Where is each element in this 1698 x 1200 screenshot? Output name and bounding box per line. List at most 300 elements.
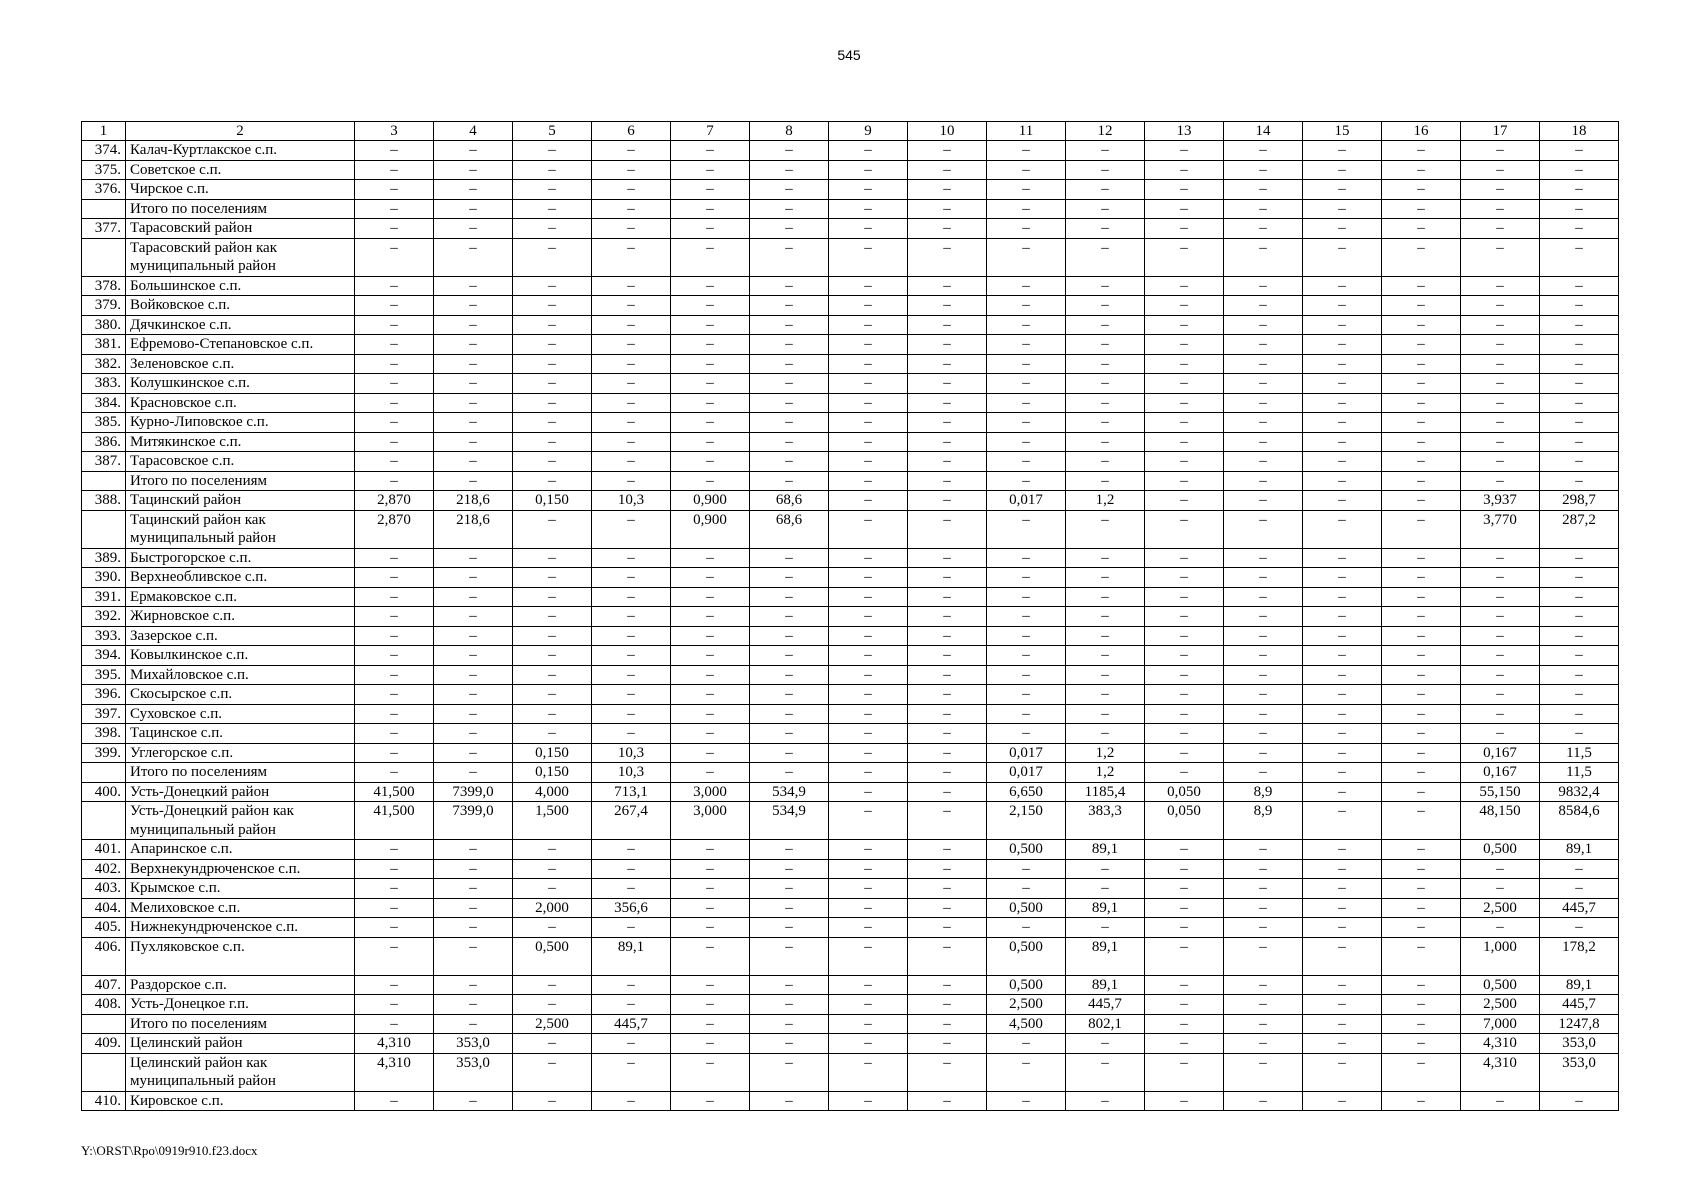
table-cell: –: [434, 607, 513, 627]
table-cell: –: [1382, 471, 1461, 491]
table-cell: –: [592, 276, 671, 296]
row-name: Итого по поселениям: [126, 199, 355, 219]
table-row: [82, 238, 1619, 276]
table-cell: –: [1382, 587, 1461, 607]
table-cell: –: [1540, 548, 1619, 568]
table-cell: –: [987, 238, 1066, 276]
table-cell: 2,500: [1461, 898, 1540, 918]
table-cell: –: [908, 802, 987, 840]
table-cell: –: [908, 743, 987, 763]
table-cell: –: [1224, 219, 1303, 239]
table-row: [82, 995, 1619, 1015]
table-cell: –: [1303, 1014, 1382, 1034]
table-cell: 8,9: [1224, 802, 1303, 840]
table-row: [82, 685, 1619, 705]
table-cell: –: [1224, 607, 1303, 627]
table-cell: –: [671, 859, 750, 879]
table-cell: –: [434, 859, 513, 879]
row-number: 403.: [82, 879, 126, 899]
table-cell: –: [1461, 1091, 1540, 1111]
table-cell: –: [750, 374, 829, 394]
row-name: Итого по поселениям: [126, 763, 355, 783]
table-cell: –: [1066, 510, 1145, 548]
table-cell: –: [829, 859, 908, 879]
table-cell: –: [1303, 315, 1382, 335]
table-cell: –: [671, 548, 750, 568]
table-cell: –: [908, 510, 987, 548]
row-number: 397.: [82, 704, 126, 724]
table-cell: –: [750, 1034, 829, 1054]
table-cell: –: [1145, 160, 1224, 180]
table-cell: –: [987, 276, 1066, 296]
table-cell: –: [1066, 141, 1145, 161]
table-row: [82, 743, 1619, 763]
table-cell: –: [829, 374, 908, 394]
table-cell: –: [1303, 626, 1382, 646]
table-cell: –: [592, 510, 671, 548]
table-cell: –: [671, 840, 750, 860]
table-cell: –: [1145, 393, 1224, 413]
table-cell: 4,310: [1461, 1053, 1540, 1091]
row-number: 392.: [82, 607, 126, 627]
table-cell: –: [434, 665, 513, 685]
column-header: 1: [82, 122, 126, 141]
table-cell: –: [1382, 646, 1461, 666]
table-cell: –: [434, 141, 513, 161]
table-cell: –: [513, 374, 592, 394]
table-cell: –: [750, 141, 829, 161]
table-cell: –: [1303, 646, 1382, 666]
table-cell: –: [355, 180, 434, 200]
row-name: Раздорское с.п.: [126, 975, 355, 995]
row-number: [82, 763, 126, 783]
row-number: 390.: [82, 568, 126, 588]
table-cell: –: [513, 276, 592, 296]
table-cell: –: [750, 296, 829, 316]
table-cell: 0,500: [513, 937, 592, 975]
table-cell: –: [829, 587, 908, 607]
table-cell: 1,2: [1066, 743, 1145, 763]
table-row: [82, 1034, 1619, 1054]
row-number: [82, 802, 126, 840]
table-cell: –: [592, 432, 671, 452]
table-cell: –: [1224, 859, 1303, 879]
table-cell: –: [1303, 937, 1382, 975]
table-cell: –: [1461, 607, 1540, 627]
row-number: 396.: [82, 685, 126, 705]
table-cell: –: [434, 626, 513, 646]
table-cell: –: [671, 219, 750, 239]
row-number: 399.: [82, 743, 126, 763]
row-number: 380.: [82, 315, 126, 335]
table-cell: –: [1224, 685, 1303, 705]
table-cell: –: [829, 975, 908, 995]
table-cell: –: [1382, 160, 1461, 180]
table-cell: –: [1066, 374, 1145, 394]
table-cell: –: [434, 1014, 513, 1034]
table-cell: –: [1540, 315, 1619, 335]
table-row: [82, 840, 1619, 860]
table-cell: –: [908, 626, 987, 646]
table-cell: –: [1066, 199, 1145, 219]
table-cell: 353,0: [1540, 1053, 1619, 1091]
row-number: 374.: [82, 141, 126, 161]
table-cell: –: [987, 626, 1066, 646]
table-cell: 89,1: [1066, 898, 1145, 918]
table-row: [82, 199, 1619, 219]
table-row: [82, 1091, 1619, 1111]
table-cell: –: [513, 646, 592, 666]
row-name: Зазерское с.п.: [126, 626, 355, 646]
row-name: Митякинское с.п.: [126, 432, 355, 452]
table-cell: –: [829, 160, 908, 180]
table-cell: –: [434, 471, 513, 491]
table-cell: –: [908, 587, 987, 607]
table-cell: –: [1382, 918, 1461, 938]
table-cell: –: [355, 763, 434, 783]
table-row: [82, 1053, 1619, 1091]
table-cell: –: [1461, 685, 1540, 705]
column-header: 2: [126, 122, 355, 141]
table-cell: –: [592, 995, 671, 1015]
table-cell: –: [671, 471, 750, 491]
table-cell: –: [1224, 452, 1303, 472]
table-cell: –: [750, 354, 829, 374]
table-cell: –: [1224, 354, 1303, 374]
table-cell: –: [434, 374, 513, 394]
table-cell: –: [829, 238, 908, 276]
table-cell: –: [592, 685, 671, 705]
table-cell: –: [355, 160, 434, 180]
row-number: 408.: [82, 995, 126, 1015]
table-cell: 0,167: [1461, 763, 1540, 783]
table-cell: 0,900: [671, 491, 750, 511]
table-cell: –: [750, 238, 829, 276]
table-cell: –: [1224, 548, 1303, 568]
table-cell: –: [434, 354, 513, 374]
table-cell: –: [355, 296, 434, 316]
table-cell: –: [592, 879, 671, 899]
column-header: 9: [829, 122, 908, 141]
table-cell: –: [1145, 607, 1224, 627]
table-cell: –: [750, 626, 829, 646]
row-number: 400.: [82, 782, 126, 802]
table-cell: –: [1224, 141, 1303, 161]
table-cell: –: [1303, 432, 1382, 452]
table-row: [82, 859, 1619, 879]
table-cell: –: [355, 452, 434, 472]
table-cell: –: [1382, 219, 1461, 239]
table-cell: 2,150: [987, 802, 1066, 840]
table-cell: –: [987, 141, 1066, 161]
table-cell: –: [355, 432, 434, 452]
table-cell: –: [987, 859, 1066, 879]
table-cell: –: [750, 743, 829, 763]
table-cell: –: [355, 840, 434, 860]
table-cell: –: [829, 510, 908, 548]
table-cell: –: [1382, 898, 1461, 918]
table-cell: 3,000: [671, 782, 750, 802]
table-cell: –: [987, 918, 1066, 938]
table-cell: –: [1145, 1014, 1224, 1034]
row-name: Тацинское с.п.: [126, 724, 355, 744]
table-cell: 4,500: [987, 1014, 1066, 1034]
table-cell: –: [513, 995, 592, 1015]
table-cell: –: [1303, 802, 1382, 840]
table-cell: –: [1145, 568, 1224, 588]
table-cell: –: [1303, 1053, 1382, 1091]
table-cell: –: [1303, 975, 1382, 995]
table-cell: –: [829, 1053, 908, 1091]
table-cell: –: [592, 1091, 671, 1111]
table-cell: –: [829, 354, 908, 374]
table-cell: –: [1540, 219, 1619, 239]
table-cell: 41,500: [355, 802, 434, 840]
row-number: 383.: [82, 374, 126, 394]
table-cell: –: [1540, 296, 1619, 316]
table-cell: –: [1382, 335, 1461, 355]
table-cell: –: [592, 238, 671, 276]
table-cell: –: [1540, 393, 1619, 413]
table-cell: –: [1303, 393, 1382, 413]
table-cell: –: [671, 276, 750, 296]
table-cell: –: [1540, 160, 1619, 180]
table-cell: –: [1540, 238, 1619, 276]
table-cell: 2,870: [355, 491, 434, 511]
table-cell: –: [671, 724, 750, 744]
table-cell: –: [434, 276, 513, 296]
table-cell: –: [1145, 510, 1224, 548]
table-cell: –: [592, 199, 671, 219]
table-cell: –: [1066, 607, 1145, 627]
table-cell: –: [1066, 471, 1145, 491]
table-row: [82, 276, 1619, 296]
row-name: Верхнекундрюченское с.п.: [126, 859, 355, 879]
table-cell: –: [908, 548, 987, 568]
table-cell: –: [750, 432, 829, 452]
column-header: 3: [355, 122, 434, 141]
table-cell: –: [1303, 296, 1382, 316]
table-cell: –: [1145, 1053, 1224, 1091]
table-cell: 89,1: [1066, 937, 1145, 975]
table-cell: –: [1224, 238, 1303, 276]
table-cell: –: [1224, 432, 1303, 452]
table-cell: –: [1066, 918, 1145, 938]
table-cell: –: [513, 413, 592, 433]
row-number: [82, 238, 126, 276]
table-cell: –: [355, 587, 434, 607]
table-cell: –: [1461, 724, 1540, 744]
row-number: 404.: [82, 898, 126, 918]
table-cell: –: [355, 626, 434, 646]
table-cell: –: [987, 1053, 1066, 1091]
row-name: Жирновское с.п.: [126, 607, 355, 627]
table-cell: –: [829, 782, 908, 802]
table-cell: –: [1303, 180, 1382, 200]
table-cell: –: [987, 199, 1066, 219]
row-name: Калач-Куртлакское с.п.: [126, 141, 355, 161]
table-cell: 0,017: [987, 491, 1066, 511]
table-cell: 3,000: [671, 802, 750, 840]
table-cell: –: [1382, 665, 1461, 685]
row-name: Ермаковское с.п.: [126, 587, 355, 607]
table-cell: –: [1540, 374, 1619, 394]
table-cell: –: [908, 918, 987, 938]
table-cell: –: [355, 354, 434, 374]
table-cell: 1,000: [1461, 937, 1540, 975]
table-cell: –: [750, 665, 829, 685]
table-cell: –: [750, 568, 829, 588]
table-cell: –: [750, 393, 829, 413]
table-cell: –: [1382, 413, 1461, 433]
table-row: [82, 724, 1619, 744]
table-cell: –: [1461, 335, 1540, 355]
table-cell: –: [1382, 607, 1461, 627]
table-cell: –: [1382, 859, 1461, 879]
row-name: Ефремово-Степановское с.п.: [126, 335, 355, 355]
row-name: Войковское с.п.: [126, 296, 355, 316]
row-number: [82, 199, 126, 219]
table-cell: –: [1066, 452, 1145, 472]
table-cell: –: [355, 199, 434, 219]
table-cell: –: [671, 879, 750, 899]
table-row: [82, 471, 1619, 491]
table-cell: –: [671, 568, 750, 588]
table-cell: –: [1145, 452, 1224, 472]
row-name: Усть-Донецкий район: [126, 782, 355, 802]
table-cell: –: [1382, 975, 1461, 995]
table-cell: –: [1224, 199, 1303, 219]
table-cell: –: [908, 898, 987, 918]
table-cell: –: [671, 587, 750, 607]
table-cell: –: [592, 471, 671, 491]
table-cell: –: [987, 354, 1066, 374]
table-cell: 0,017: [987, 763, 1066, 783]
table-cell: –: [1303, 763, 1382, 783]
table-cell: –: [987, 335, 1066, 355]
table-row: [82, 296, 1619, 316]
table-cell: –: [434, 646, 513, 666]
table-cell: –: [671, 354, 750, 374]
table-cell: –: [355, 995, 434, 1015]
table-cell: –: [434, 432, 513, 452]
table-cell: –: [1382, 879, 1461, 899]
table-cell: –: [1303, 685, 1382, 705]
table-cell: 218,6: [434, 491, 513, 511]
table-cell: –: [1066, 1053, 1145, 1091]
table-cell: –: [829, 491, 908, 511]
table-cell: –: [1303, 568, 1382, 588]
table-cell: 0,017: [987, 743, 1066, 763]
table-cell: –: [1303, 859, 1382, 879]
table-cell: –: [1145, 685, 1224, 705]
table-cell: –: [829, 898, 908, 918]
table-cell: 55,150: [1461, 782, 1540, 802]
table-cell: –: [1382, 510, 1461, 548]
table-cell: 445,7: [592, 1014, 671, 1034]
table-cell: –: [434, 238, 513, 276]
table-cell: –: [829, 315, 908, 335]
table-cell: –: [513, 975, 592, 995]
table-cell: –: [513, 568, 592, 588]
table-cell: –: [1540, 704, 1619, 724]
table-cell: –: [671, 238, 750, 276]
table-cell: –: [1540, 199, 1619, 219]
table-cell: –: [671, 432, 750, 452]
row-number: 405.: [82, 918, 126, 938]
table-cell: –: [1382, 724, 1461, 744]
table-cell: –: [1382, 491, 1461, 511]
table-cell: –: [829, 432, 908, 452]
row-number: [82, 1014, 126, 1034]
table-cell: –: [1145, 859, 1224, 879]
table-row: [82, 413, 1619, 433]
table-cell: –: [671, 995, 750, 1015]
table-cell: –: [1382, 1053, 1461, 1091]
table-cell: –: [1382, 180, 1461, 200]
table-cell: –: [671, 1014, 750, 1034]
row-name: Верхнеобливское с.п.: [126, 568, 355, 588]
table-cell: –: [1224, 646, 1303, 666]
table-cell: –: [671, 1034, 750, 1054]
row-number: 402.: [82, 859, 126, 879]
table-cell: –: [671, 646, 750, 666]
table-cell: –: [1303, 141, 1382, 161]
table-cell: –: [513, 704, 592, 724]
table-cell: –: [434, 879, 513, 899]
table-cell: –: [1224, 413, 1303, 433]
table-cell: –: [1303, 238, 1382, 276]
table-cell: 713,1: [592, 782, 671, 802]
table-cell: 802,1: [1066, 1014, 1145, 1034]
column-header: 12: [1066, 122, 1145, 141]
table-cell: –: [671, 898, 750, 918]
table-cell: –: [908, 782, 987, 802]
table-cell: –: [592, 335, 671, 355]
file-path-footer: Y:\ORST\Rpo\0919r910.f23.docx: [81, 1143, 258, 1158]
table-cell: 287,2: [1540, 510, 1619, 548]
table-cell: 383,3: [1066, 802, 1145, 840]
row-number: 388.: [82, 491, 126, 511]
table-cell: –: [829, 879, 908, 899]
row-name: Михайловское с.п.: [126, 665, 355, 685]
table-row: [82, 393, 1619, 413]
row-name: Чирское с.п.: [126, 180, 355, 200]
table-cell: –: [908, 393, 987, 413]
table-cell: 41,500: [355, 782, 434, 802]
table-row: [82, 587, 1619, 607]
row-name: Тацинский район: [126, 491, 355, 511]
table-cell: –: [1145, 141, 1224, 161]
table-row: [82, 452, 1619, 472]
table-cell: 1,500: [513, 802, 592, 840]
table-cell: –: [987, 724, 1066, 744]
table-cell: –: [592, 1034, 671, 1054]
table-cell: –: [1145, 995, 1224, 1015]
table-cell: –: [1461, 918, 1540, 938]
table-cell: –: [1382, 315, 1461, 335]
table-cell: –: [987, 607, 1066, 627]
table-cell: –: [1066, 219, 1145, 239]
table-cell: –: [750, 587, 829, 607]
table-cell: –: [1303, 1034, 1382, 1054]
table-cell: –: [671, 413, 750, 433]
table-cell: –: [1303, 704, 1382, 724]
table-cell: –: [1303, 199, 1382, 219]
table-cell: –: [987, 587, 1066, 607]
column-header: 7: [671, 122, 750, 141]
table-cell: –: [434, 296, 513, 316]
